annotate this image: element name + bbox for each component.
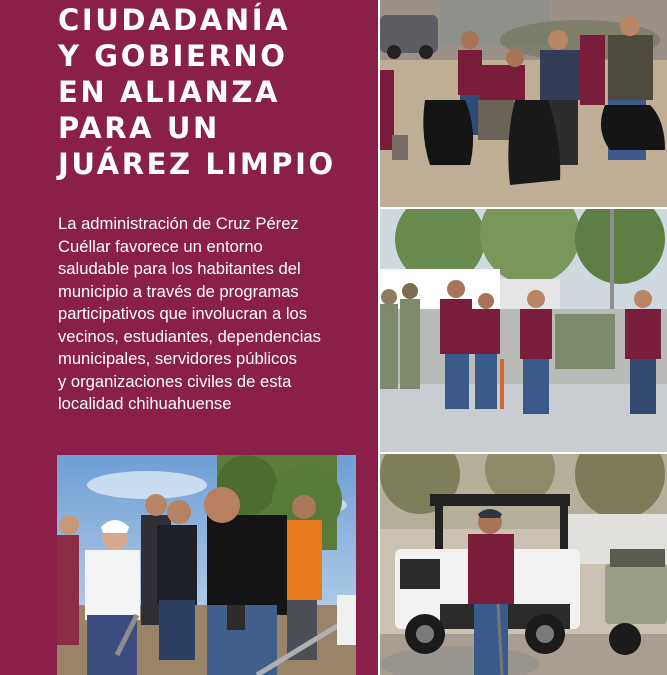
body-line: La administración de Cruz Pérez xyxy=(58,214,299,233)
body-line: vecinos, estudiantes, dependencias xyxy=(58,326,321,346)
photo-planting-volunteers xyxy=(57,455,356,675)
headline-line: CIUDADANÍA xyxy=(58,3,291,37)
body-line: municipales, servidores públicos xyxy=(58,349,297,368)
body-line: y organizaciones civiles de esta xyxy=(58,371,292,391)
pickup-truck-illustration xyxy=(380,454,667,675)
planting-scene-illustration xyxy=(57,455,356,675)
headline-line: Y GOBIERNO xyxy=(58,39,288,73)
article-body xyxy=(58,213,358,416)
street-brigade-illustration xyxy=(380,209,667,452)
headline-line: JUÁREZ LIMPIO xyxy=(58,147,336,181)
body-line: municipio a través de programas xyxy=(58,281,299,301)
headline-line: PARA UN xyxy=(58,111,220,145)
photo-pickup-truck xyxy=(380,454,667,675)
headline-line: EN ALIANZA xyxy=(58,75,281,109)
article-headline xyxy=(58,2,368,182)
photo-cleanup-crew-bags xyxy=(380,0,667,207)
body-line: participativos que involucran a los xyxy=(58,304,308,323)
body-line: localidad chihuahuense xyxy=(58,394,232,413)
body-line: Cuéllar favorece un entorno xyxy=(58,236,263,256)
body-line: saludable para los habitantes del xyxy=(58,259,301,278)
photo-street-brigade xyxy=(380,209,667,452)
cleanup-scene-illustration xyxy=(380,0,667,207)
